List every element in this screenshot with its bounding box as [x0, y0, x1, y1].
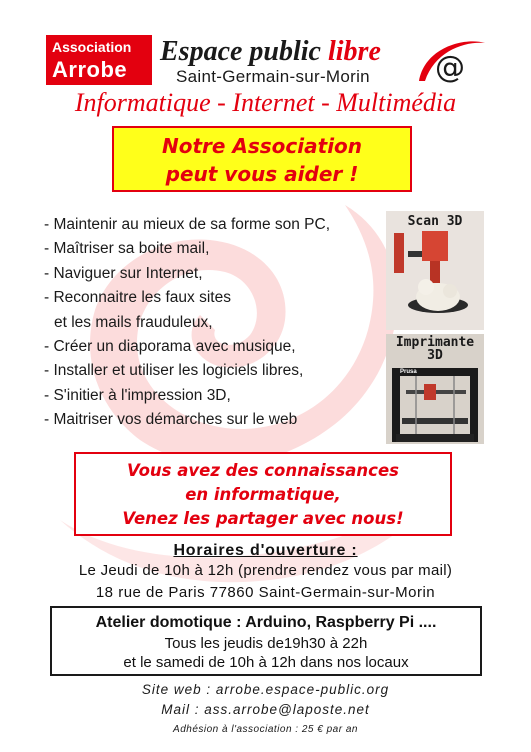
callout-line-1: Vous avez des connaissances — [127, 461, 399, 480]
title-prefix: Espace public — [160, 36, 328, 67]
atelier-schedule-2: et le samedi de 10h à 12h dans nos locaux — [123, 654, 409, 671]
service-item: - Naviguer sur Internet, — [44, 264, 203, 282]
banner-line-1: Notre Association — [161, 134, 363, 158]
help-banner — [112, 126, 412, 192]
printer-brand: Prusa — [400, 369, 417, 375]
atelier-schedule-1: Tous les jeudis de19h30 à 22h — [164, 635, 368, 652]
service-item: - Reconnaitre les faux sites — [44, 289, 231, 307]
opening-hours-title: Horaires d'ouverture : — [173, 542, 358, 559]
service-item: et les mails frauduleux, — [54, 313, 213, 331]
service-item: - Maitriser vos démarches sur le web — [44, 411, 298, 429]
opening-hours-schedule: Le Jeudi de 10h à 12h (prendre rendez vous par mail) — [78, 562, 453, 579]
atelier-title: Atelier domotique : Arduino, Raspberry Pi .... — [95, 614, 437, 631]
printer-3d-photo — [386, 334, 484, 444]
website-text: Site web : arrobe.espace-public.org — [141, 682, 390, 697]
at-sign-logo-icon — [415, 37, 489, 87]
printer-illustration — [386, 334, 484, 444]
service-item: - Maintenir au mieux de sa forme son PC, — [44, 216, 331, 233]
page-title — [160, 36, 381, 68]
address: 18 rue de Paris 77860 Saint-Germain-sur-Morin — [95, 584, 436, 601]
printer-3d-label-2: 3D — [427, 348, 443, 363]
callout-line-2: en informatique, — [185, 485, 341, 504]
scanner-illustration — [386, 211, 484, 330]
email-text: Mail : ass.arrobe@laposte.net — [161, 702, 370, 717]
service-item: - S'initier à l'impression 3D, — [44, 386, 231, 404]
services-list — [44, 213, 394, 433]
scan-3d-photo — [386, 211, 484, 330]
membership-fee-text: Adhésion à l'association : 25 € par an — [173, 724, 358, 735]
tagline: Informatique - Internet - Multimédia — [74, 88, 457, 117]
svg-text:@: @ — [435, 50, 465, 85]
page-subtitle: Saint-Germain-sur-Morin — [176, 67, 370, 86]
scan-3d-label: Scan 3D — [407, 214, 463, 229]
volunteer-callout — [74, 452, 452, 536]
service-item: - Maîtriser sa boite mail, — [44, 240, 210, 258]
printer-3d-label-1: Imprimante — [395, 335, 475, 350]
service-item: - Installer et utiliser les logiciels libres, — [44, 362, 304, 380]
title-accent: libre — [328, 36, 381, 67]
atelier-box — [50, 606, 482, 676]
callout-line-3: Venez les partager avec nous! — [122, 509, 404, 528]
logo-arrobe-text: Arrobe — [52, 57, 128, 82]
banner-line-2: peut vous aider ! — [165, 162, 359, 186]
arrobe-logo — [46, 35, 152, 85]
logo-association-text: Association — [52, 39, 132, 55]
service-item: - Créer un diaporama avec musique, — [44, 338, 296, 356]
